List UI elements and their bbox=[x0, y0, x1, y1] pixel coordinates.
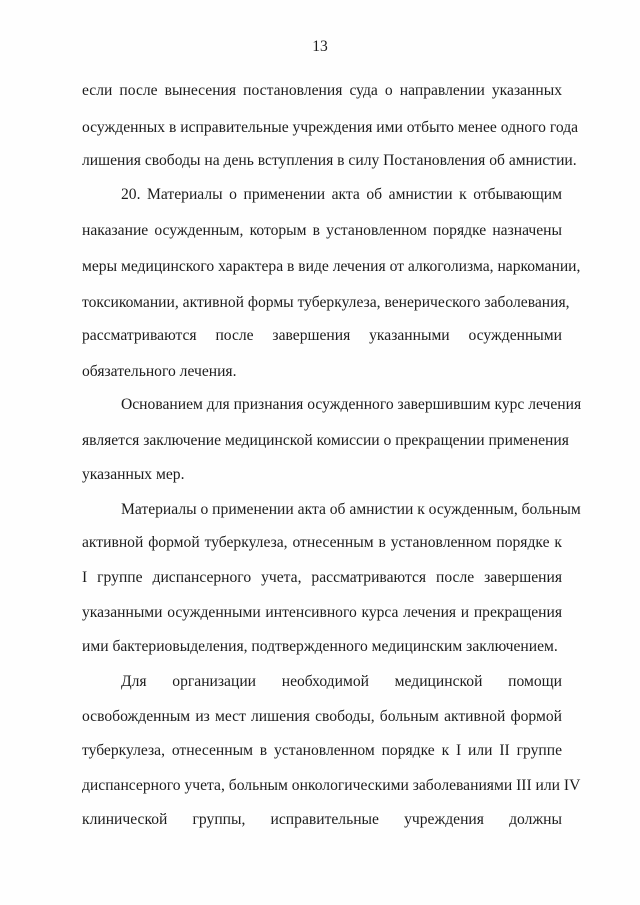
text-line: клинической группы, исправительные учреждения должны bbox=[82, 811, 562, 828]
text-line: 20. Материалы о применении акта об амнистии к отбывающим bbox=[121, 186, 562, 203]
text-line: указанных мер. bbox=[82, 466, 185, 483]
text-line: туберкулеза, отнесенным в установленном порядке к I или II группе bbox=[82, 742, 562, 759]
text-line: указанными осужденными интенсивного курса лечения и прекращения bbox=[82, 604, 562, 621]
text-line: диспансерного учета, больным онкологическими заболеваниями III или IV bbox=[82, 777, 581, 794]
text-line: обязательного лечения. bbox=[82, 363, 237, 380]
page-number: 13 bbox=[312, 38, 328, 55]
text-line: Материалы о применении акта об амнистии к осужденным, больным bbox=[121, 501, 581, 518]
text-line: токсикомании, активной формы туберкулеза, венерического заболевания, bbox=[82, 294, 570, 311]
text-line: меры медицинского характера в виде лечения от алкоголизма, наркомании, bbox=[82, 258, 581, 275]
text-line: активной формой туберкулеза, отнесенным в установленном порядке к bbox=[82, 534, 562, 551]
text-line: наказание осужденным, которым в установленном порядке назначены bbox=[82, 222, 562, 239]
text-line: лишения свободы на день вступления в силу Постановления об амнистии. bbox=[82, 152, 577, 169]
text-line: Основанием для признания осужденного завершившим курс лечения bbox=[121, 396, 582, 413]
text-line: ими бактериовыделения, подтвержденного медицинским заключением. bbox=[82, 638, 558, 655]
text-line: осужденных в исправительные учреждения ими отбыто менее одного года bbox=[82, 119, 579, 136]
text-line: Для организации необходимой медицинской помощи bbox=[121, 673, 562, 690]
text-line: является заключение медицинской комиссии о прекращении применения bbox=[82, 432, 569, 449]
text-line: I группе диспансерного учета, рассматриваются после завершения bbox=[82, 569, 562, 586]
text-line: освобожденным из мест лишения свободы, больным активной формой bbox=[82, 708, 562, 725]
text-line: рассматриваются после завершения указанными осужденными bbox=[82, 327, 562, 344]
text-line: если после вынесения постановления суда о направлении указанных bbox=[82, 82, 562, 99]
